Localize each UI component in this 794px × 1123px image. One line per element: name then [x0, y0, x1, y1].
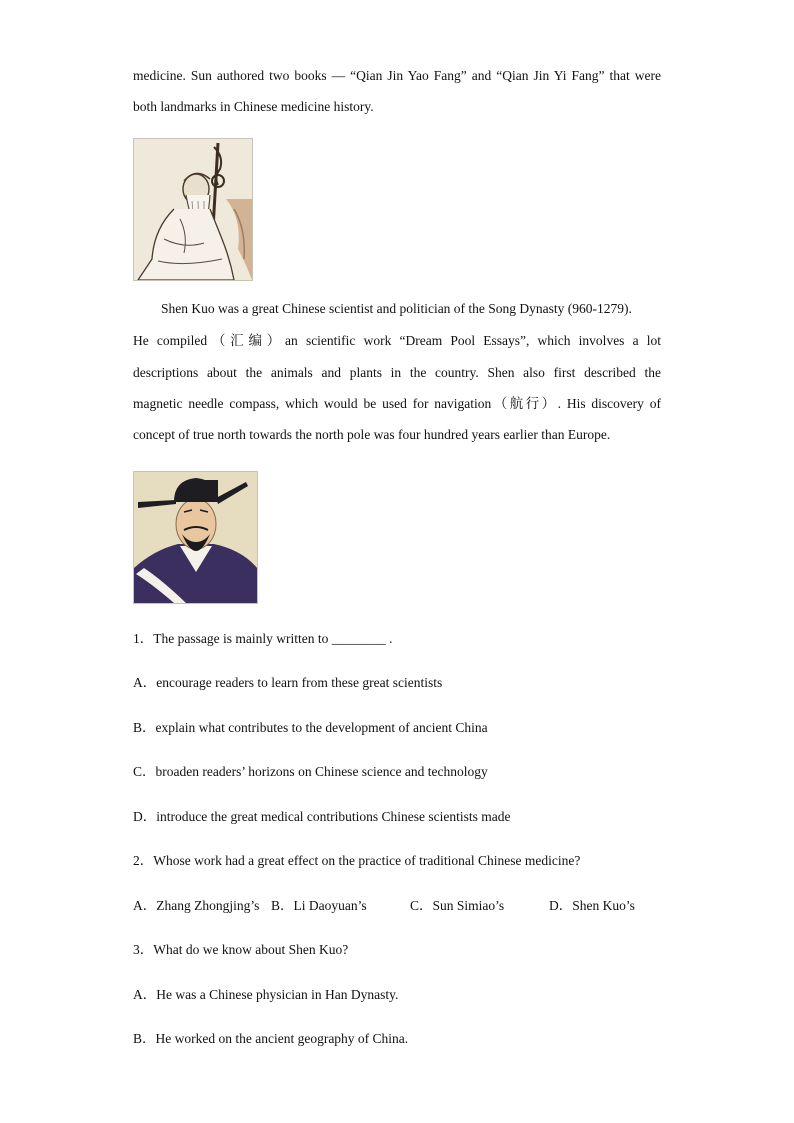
question-1-stem: 1．The passage is mainly written to ________ .	[133, 631, 393, 646]
question-2-option-d: D．Shen Kuo’s	[549, 898, 635, 913]
sun-paragraph-line-2: both landmarks in Chinese medicine history.	[133, 99, 374, 114]
shen-paragraph-line-1: Shen Kuo was a great Chinese scientist and politician of the Song Dynasty (960-1279).	[161, 301, 632, 316]
question-2-stem: 2．Whose work had a great effect on the practice of traditional Chinese medicine?	[133, 853, 581, 868]
shen-paragraph-line-3: descriptions about the animals and plants in the country. Shen also first described the	[133, 365, 661, 380]
question-1-option-a: A．encourage readers to learn from these great scientists	[133, 675, 443, 690]
shen-paragraph-line-5: concept of true north towards the north pole was four hundred years earlier than Europe.	[133, 427, 611, 442]
question-3-option-b: B．He worked on the ancient geography of China.	[133, 1031, 409, 1046]
shen-paragraph-line-4: magnetic needle compass, which would be used for navigation（航行）. His discovery of	[133, 396, 661, 411]
question-3-stem: 3．What do we know about Shen Kuo?	[133, 942, 349, 957]
sun-simiao-sketch	[134, 139, 252, 280]
shen-kuo-portrait	[133, 471, 258, 604]
sun-paragraph-line-1: medicine. Sun authored two books — “Qian Jin Yao Fang” and “Qian Jin Yi Fang” that were	[133, 68, 661, 83]
question-2-option-c: C．Sun Simiao’s	[410, 898, 505, 913]
question-2-option-b: B．Li Daoyuan’s	[271, 898, 367, 913]
shen-kuo-painting	[134, 472, 257, 603]
question-1-option-d: D．introduce the great medical contributions Chinese scientists made	[133, 809, 511, 824]
question-3-option-a: A．He was a Chinese physician in Han Dynasty.	[133, 987, 399, 1002]
shen-paragraph-line-2: He compiled（汇编）an scientific work “Dream Pool Essays”, which involves a lot	[133, 333, 661, 348]
question-1-option-b: B．explain what contributes to the development of ancient China	[133, 720, 488, 735]
question-1-option-c: C．broaden readers’ horizons on Chinese science and technology	[133, 764, 488, 779]
question-2-option-a: A．Zhang Zhongjing’s	[133, 898, 260, 913]
sun-simiao-portrait	[133, 138, 253, 281]
